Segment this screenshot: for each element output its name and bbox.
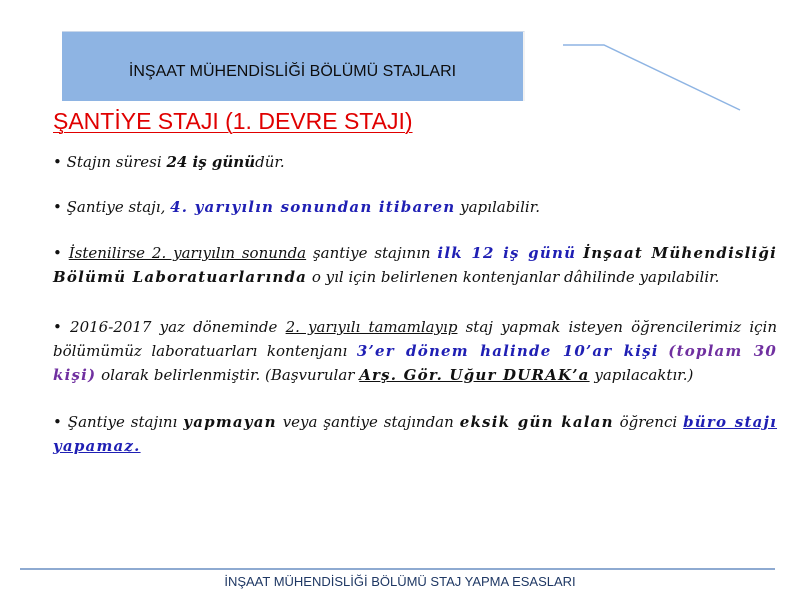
text: şantiye stajının xyxy=(306,244,438,262)
section-title: ŞANTİYE STAJI (1. DEVRE STAJI) xyxy=(53,108,413,134)
bullet: • xyxy=(53,244,62,262)
footer-text: İNŞAAT MÜHENDİSLİĞİ BÖLÜMÜ STAJ YAPMA ESASLARI xyxy=(224,574,576,589)
emphasis-blue: büro stajı yapamaz. xyxy=(53,413,778,455)
text: yapılabilir. xyxy=(455,198,540,216)
paragraph-duration xyxy=(53,150,777,174)
text: Şantiye stajını xyxy=(67,413,184,431)
emphasis: İnşaat Mühendisliği Bölümü Laboratuarlarında xyxy=(53,244,777,286)
emphasis: eksik gün kalan xyxy=(459,413,614,431)
bullet: • xyxy=(53,153,62,171)
bullet: • xyxy=(53,318,62,336)
underlined-text: İstenilirse 2. yarıyılın sonunda xyxy=(68,244,307,262)
text: Stajın süresi xyxy=(66,153,167,171)
contact-person: Arş. Gör. Uğur DURAK’a xyxy=(359,366,590,384)
underlined-text: 2. yarıyılı tamamlayıp xyxy=(285,318,458,336)
text: dür. xyxy=(255,153,285,171)
bullet: • xyxy=(53,413,62,431)
text: Şantiye stajı, xyxy=(66,198,171,216)
text: olarak belirlenmiştir. (Başvurular xyxy=(96,366,360,384)
header-title: İNŞAAT MÜHENDİSLİĞİ BÖLÜMÜ STAJLARI xyxy=(128,63,457,80)
paragraph-quota xyxy=(53,315,777,387)
emphasis: yapmayan xyxy=(183,413,277,431)
header-banner xyxy=(62,31,525,101)
text xyxy=(659,342,669,360)
emphasis-blue: 3’er dönem halinde 10’ar kişi xyxy=(356,342,659,360)
paragraph-restriction xyxy=(53,410,777,458)
emphasis: 24 iş günü xyxy=(166,153,256,171)
footer-divider xyxy=(20,568,775,570)
text: 2016-2017 yaz döneminde xyxy=(70,318,286,336)
text: veya şantiye stajından xyxy=(276,413,460,431)
paragraph-optional-lab xyxy=(53,241,777,289)
text: staj yapmak isteyen öğrencilerimiz için bölümümüz laboratuarları kontenjanı xyxy=(53,318,777,360)
text: yapılacaktır.) xyxy=(589,366,694,384)
text: o yıl için belirlenen kontenjanlar dâhilinde yapılabilir. xyxy=(307,268,720,286)
emphasis-blue: ilk 12 iş günü xyxy=(437,244,577,262)
paragraph-timing xyxy=(53,195,777,219)
emphasis-purple: (toplam 30 kişi) xyxy=(53,342,777,384)
content-body xyxy=(53,150,777,458)
emphasis-blue: 4. yarıyılın sonundan itibaren xyxy=(170,198,456,216)
text: öğrenci xyxy=(613,413,684,431)
decorative-line xyxy=(560,40,750,120)
bullet: • xyxy=(53,198,62,216)
